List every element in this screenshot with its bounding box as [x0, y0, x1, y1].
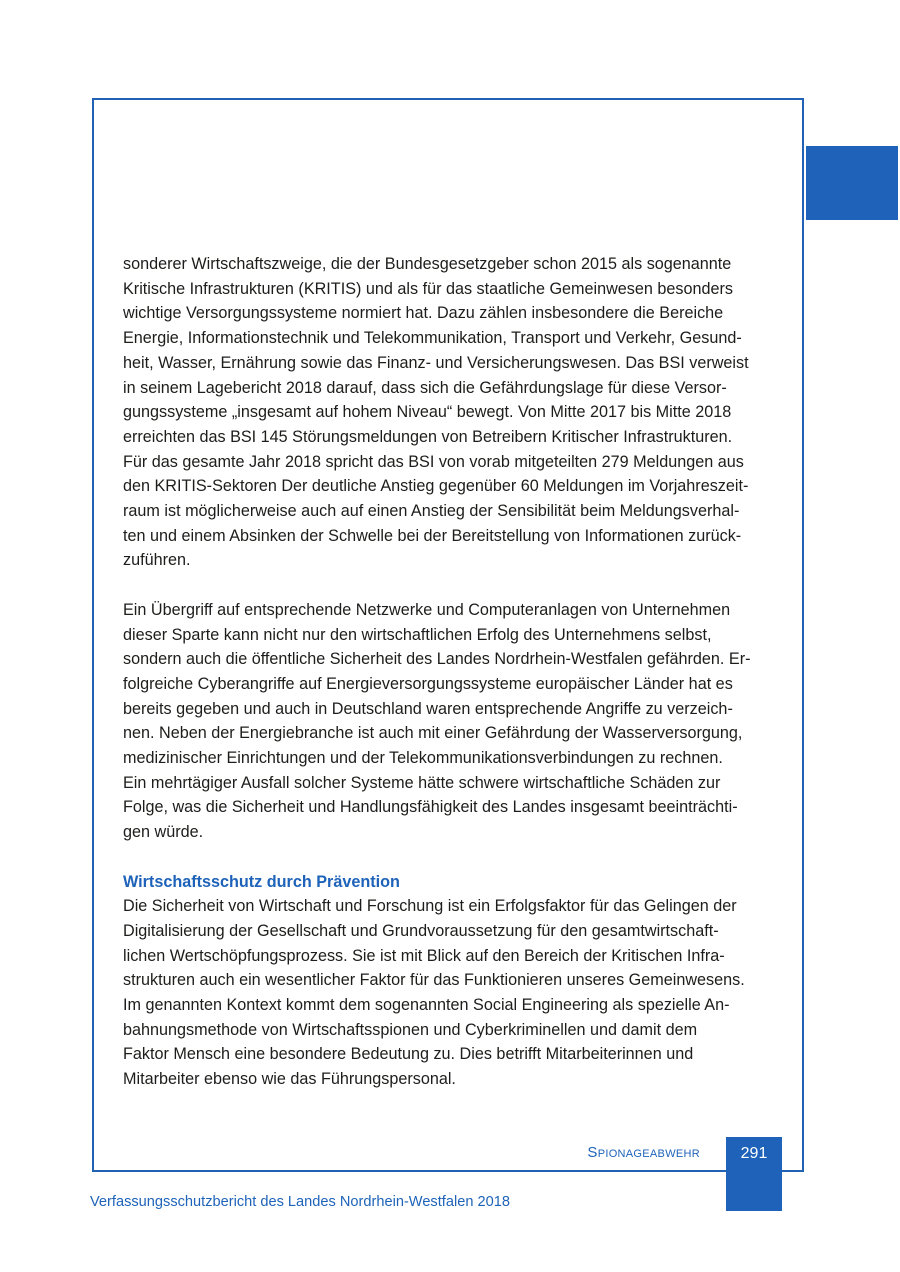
paragraph-2: [123, 598, 789, 845]
text-line: den KRITIS-Sektoren Der deutliche Anstieg gegenüber 60 Meldungen im Vorjahreszeit-: [123, 477, 749, 496]
text-line: zuführen.: [123, 551, 191, 570]
text-line: Mitarbeiter ebenso wie das Führungspersonal.: [123, 1070, 456, 1089]
text-line: in seinem Lagebericht 2018 darauf, dass sich die Gefährdungslage für diese Versor-: [123, 378, 727, 397]
chapter-tab: [806, 146, 898, 220]
text-line: dieser Sparte kann nicht nur den wirtschaftlichen Erfolg des Unternehmens selbst,: [123, 625, 712, 644]
text-line: Ein mehrtägiger Ausfall solcher Systeme hätte schwere wirtschaftliche Schäden zur: [123, 773, 721, 792]
paragraph-3: [123, 894, 789, 1092]
text-line: medizinischer Einrichtungen und der Telekommunikationsverbindungen zu rechnen.: [123, 749, 723, 768]
body-text: [123, 252, 789, 1092]
text-line: wichtige Versorgungssysteme normiert hat. Dazu zählen insbesondere die Bereiche: [123, 304, 724, 323]
paragraph-gap: [123, 573, 789, 598]
text-line: Faktor Mensch eine besondere Bedeutung zu. Dies betrifft Mitarbeiterinnen und: [123, 1045, 694, 1064]
text-line: Kritische Infrastrukturen (KRITIS) und als für das staatliche Gemeinwesen besonders: [123, 279, 734, 298]
text-line: gen würde.: [123, 823, 204, 842]
paragraph-gap: [123, 845, 789, 870]
paragraph-1: [123, 252, 789, 573]
text-line: lichen Wertschöpfungsprozess. Sie ist mit Blick auf den Bereich der Kritischen Infra-: [123, 946, 725, 965]
page-number: 291: [726, 1137, 782, 1211]
text-line: erreichten das BSI 145 Störungsmeldungen von Betreibern Kritischer Infrastrukturen.: [123, 427, 733, 446]
text-line: Für das gesamte Jahr 2018 spricht das BSI von vorab mitgeteilten 279 Meldungen aus: [123, 452, 744, 471]
text-line: bereits gegeben und auch in Deutschland waren entsprechende Angriffe zu verzeich-: [123, 699, 733, 718]
publication-title: Verfassungsschutzbericht des Landes Nordrhein-Westfalen 2018: [90, 1194, 510, 1210]
text-line: sonderer Wirtschaftszweige, die der Bundesgesetzgeber schon 2015 als sogenannte: [123, 255, 732, 273]
text-line: heit, Wasser, Ernährung sowie das Finanz- und Versicherungswesen. Das BSI verweist: [123, 353, 749, 372]
text-line: folgreiche Cyberangriffe auf Energieversorgungssysteme europäischer Länder hat es: [123, 674, 733, 693]
text-line: Energie, Informationstechnik und Telekommunikation, Transport und Verkehr, Gesund-: [123, 329, 742, 348]
text-line: Digitalisierung der Gesellschaft und Grundvoraussetzung für den gesamtwirtschaft-: [123, 921, 719, 940]
text-line: ten und einem Absinken der Schwelle bei der Bereitstellung von Informationen zurück-: [123, 526, 742, 545]
text-line: Ein Übergriff auf entsprechende Netzwerke und Computeranlagen von Unternehmen: [123, 600, 731, 619]
running-section-title: Spionageabwehr: [587, 1144, 700, 1161]
text-line: raum ist möglicherweise auch auf einen Anstieg der Sensibilität beim Meldungsverhal-: [123, 502, 740, 521]
section-heading: Wirtschaftsschutz durch Prävention: [123, 872, 400, 891]
text-line: sondern auch die öffentliche Sicherheit des Landes Nordrhein-Westfalen gefährden. Er-: [123, 650, 751, 669]
text-line: gungssysteme „insgesamt auf hohem Niveau“ bewegt. Von Mitte 2017 bis Mitte 2018: [123, 403, 732, 422]
text-line: strukturen auch ein wesentlicher Faktor für das Funktionieren unseres Gemeinwesens.: [123, 971, 745, 990]
text-line: nen. Neben der Energiebranche ist auch mit einer Gefährdung der Wasserversorgung,: [123, 724, 743, 743]
text-line: bahnungsmethode von Wirtschaftsspionen und Cyberkriminellen und damit dem: [123, 1020, 698, 1039]
text-line: Im genannten Kontext kommt dem sogenannten Social Engineering als spezielle An-: [123, 996, 730, 1015]
text-line: Die Sicherheit von Wirtschaft und Forschung ist ein Erfolgsfaktor für das Gelingen der: [123, 897, 737, 916]
text-line: Folge, was die Sicherheit und Handlungsfähigkeit des Landes insgesamt beeinträchti-: [123, 798, 738, 817]
